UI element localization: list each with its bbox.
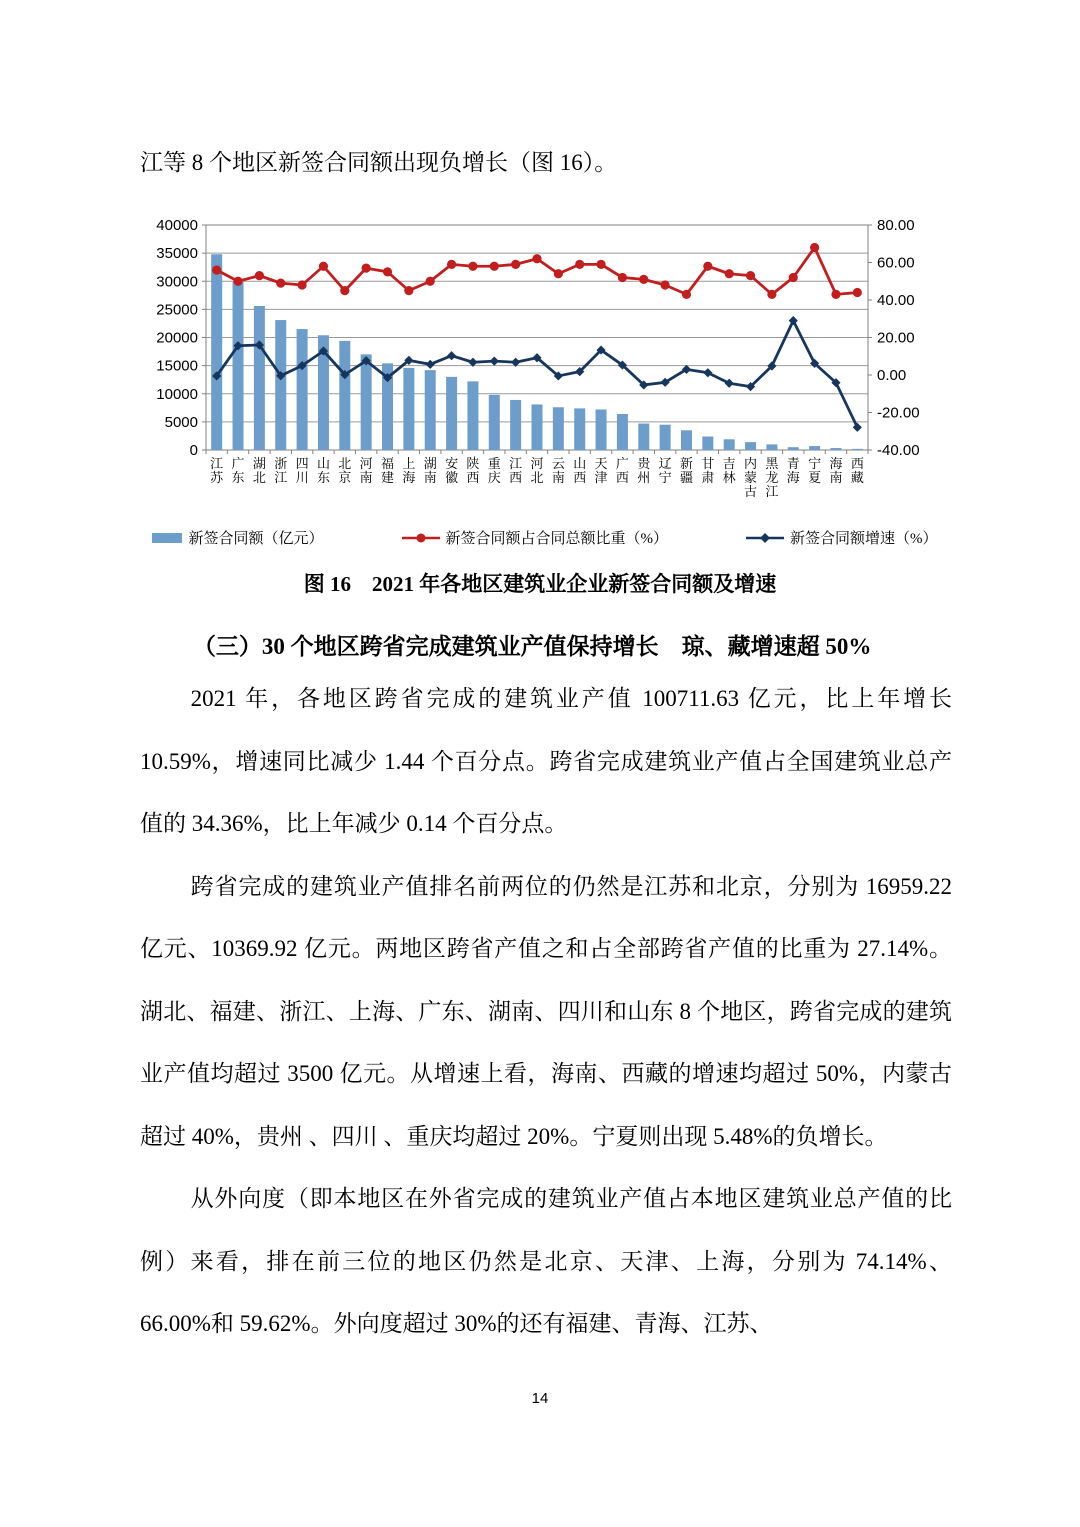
svg-text:云南: 云南 <box>551 456 565 485</box>
legend-label: 新签合同额增速（%） <box>790 531 938 547</box>
svg-text:北京: 北京 <box>338 456 352 485</box>
svg-text:0.00: 0.00 <box>877 367 907 384</box>
bar-黑龙江 <box>766 444 777 450</box>
bar-内蒙古 <box>745 442 756 450</box>
legend-item-growth-rate <box>746 527 938 548</box>
legend-label: 新签合同额占合同总额比重（%） <box>445 531 668 547</box>
bar-甘肃 <box>702 437 713 451</box>
x-axis-labels <box>210 456 864 499</box>
svg-text:20.00: 20.00 <box>877 329 915 347</box>
paragraph: 跨省完成的建筑业产值排名前两位的仍然是江苏和北京，分别为 16959.22 亿元、10369.92 亿元。两地区跨省产值之和占全部跨省产值的比重为 27.14%。湖北、福建、浙江、上海、广东、湖南、四川和山东 8 个地区，跨省完成的建筑业产值均超过 3500 亿元。从增速上看，海南、西藏的增速均超过 50%，内蒙古超过 40%，贵州 、四川 、重庆均超过 20%。宁夏则出现 5.48%的负增长。 <box>140 873 952 1149</box>
svg-text:吉林: 吉林 <box>722 456 736 485</box>
svg-text:15000: 15000 <box>156 357 198 375</box>
svg-text:广西: 广西 <box>615 456 629 485</box>
bar-山西 <box>574 408 585 450</box>
svg-text:江苏: 江苏 <box>210 456 224 485</box>
svg-text:新疆: 新疆 <box>679 456 693 485</box>
bar-海南 <box>830 448 841 450</box>
body-text <box>140 668 952 1356</box>
figure-16-chart <box>130 210 960 540</box>
svg-text:河北: 河北 <box>530 456 544 485</box>
svg-text:浙江: 浙江 <box>274 456 288 485</box>
svg-text:5000: 5000 <box>164 413 198 431</box>
svg-text:西藏: 西藏 <box>850 456 864 485</box>
paragraph: 2021 年，各地区跨省完成的建筑业产值 100711.63 亿元，比上年增长 10.59%，增速同比减少 1.44 个百分点。跨省完成建筑业产值占全国建筑业总产值的 34.36%，比上年减少 0.14 个百分点。 <box>140 686 952 836</box>
ratio-line-swatch-icon <box>402 532 440 544</box>
intro-paragraph: 江等 8 个地区新签合同额出现负增长（图 16）。 <box>140 150 618 175</box>
svg-text:湖北: 湖北 <box>252 456 266 485</box>
growth-line-swatch-icon <box>746 532 784 544</box>
legend-item-contract-ratio <box>402 527 669 548</box>
svg-text:上海: 上海 <box>402 456 416 485</box>
bar-新疆 <box>681 430 692 450</box>
svg-text:安徽: 安徽 <box>445 456 459 485</box>
bar-北京 <box>339 341 350 450</box>
bar-吉林 <box>724 439 735 450</box>
right-axis-labels <box>868 217 920 459</box>
svg-text:福建: 福建 <box>381 456 395 485</box>
svg-text:重庆: 重庆 <box>487 456 501 485</box>
bar-series <box>211 254 863 450</box>
svg-text:35000: 35000 <box>156 245 198 263</box>
bar-陕西 <box>467 381 478 450</box>
svg-text:江西: 江西 <box>509 456 523 485</box>
combo-chart <box>130 210 960 540</box>
chart-legend <box>130 527 960 548</box>
legend-item-contract-amount <box>152 527 323 548</box>
svg-text:海南: 海南 <box>829 456 843 485</box>
bar-西藏 <box>852 449 863 450</box>
bar-湖南 <box>425 370 436 450</box>
svg-text:山东: 山东 <box>316 456 330 485</box>
bar-湖北 <box>254 306 265 450</box>
svg-text:30000: 30000 <box>156 273 198 291</box>
svg-text:甘肃: 甘肃 <box>701 456 715 485</box>
bar-贵州 <box>638 424 649 450</box>
svg-text:河南: 河南 <box>359 456 373 485</box>
bar-swatch-icon <box>152 532 182 544</box>
legend-label: 新签合同额（亿元） <box>188 531 324 547</box>
bar-江苏 <box>211 254 222 450</box>
svg-text:40000: 40000 <box>156 217 198 234</box>
svg-text:-20.00: -20.00 <box>877 404 920 422</box>
bar-江西 <box>510 400 521 450</box>
svg-text:辽宁: 辽宁 <box>658 456 672 485</box>
bar-上海 <box>403 368 414 450</box>
svg-text:60.00: 60.00 <box>877 254 915 272</box>
svg-text:青海: 青海 <box>786 456 800 485</box>
svg-text:天津: 天津 <box>594 456 608 485</box>
section-heading: （三）30 个地区跨省完成建筑业产值保持增长 琼、藏增速超 50% <box>192 634 872 659</box>
svg-text:20000: 20000 <box>156 329 198 347</box>
bar-四川 <box>297 329 308 450</box>
bar-广东 <box>233 282 244 450</box>
x-axis-ticks <box>206 450 868 454</box>
bar-辽宁 <box>660 425 671 450</box>
bar-广西 <box>617 414 628 450</box>
figure-caption: 图 16 2021 年各地区建筑业企业新签合同额及增速 <box>303 572 777 596</box>
bar-宁夏 <box>809 446 820 450</box>
bar-云南 <box>553 407 564 450</box>
bar-天津 <box>596 410 607 451</box>
paragraph: 从外向度（即本地区在外省完成的建筑业产值占本地区建筑业总产值的比例）来看，排在前三位的地区仍然是北京、天津、上海，分别为 74.14%、66.00%和 59.62%。外向度超过 30%的还有福建、青海、江苏、 <box>140 1186 952 1336</box>
bar-重庆 <box>489 395 500 450</box>
svg-text:黑龙江: 黑龙江 <box>765 456 779 499</box>
svg-text:湖南: 湖南 <box>423 456 437 485</box>
svg-text:广东: 广东 <box>231 456 245 485</box>
svg-text:40.00: 40.00 <box>877 292 915 309</box>
page-number: 14 <box>531 1390 549 1407</box>
svg-text:-40.00: -40.00 <box>877 442 920 459</box>
bar-河南 <box>361 354 372 450</box>
bar-青海 <box>788 447 799 450</box>
svg-text:四川: 四川 <box>295 456 309 485</box>
bar-浙江 <box>275 320 286 450</box>
svg-text:10000: 10000 <box>156 385 198 403</box>
svg-text:贵州: 贵州 <box>637 456 651 485</box>
svg-text:0: 0 <box>189 442 198 459</box>
svg-text:80.00: 80.00 <box>877 217 915 234</box>
svg-text:山西: 山西 <box>573 456 587 485</box>
svg-text:25000: 25000 <box>156 301 198 319</box>
ratio-line-series <box>212 243 862 299</box>
svg-text:内蒙古: 内蒙古 <box>744 456 758 499</box>
svg-text:宁夏: 宁夏 <box>808 456 822 485</box>
left-axis-labels <box>156 217 206 459</box>
svg-text:陕西: 陕西 <box>466 456 480 485</box>
bar-安徽 <box>446 377 457 450</box>
bar-河北 <box>532 404 543 450</box>
